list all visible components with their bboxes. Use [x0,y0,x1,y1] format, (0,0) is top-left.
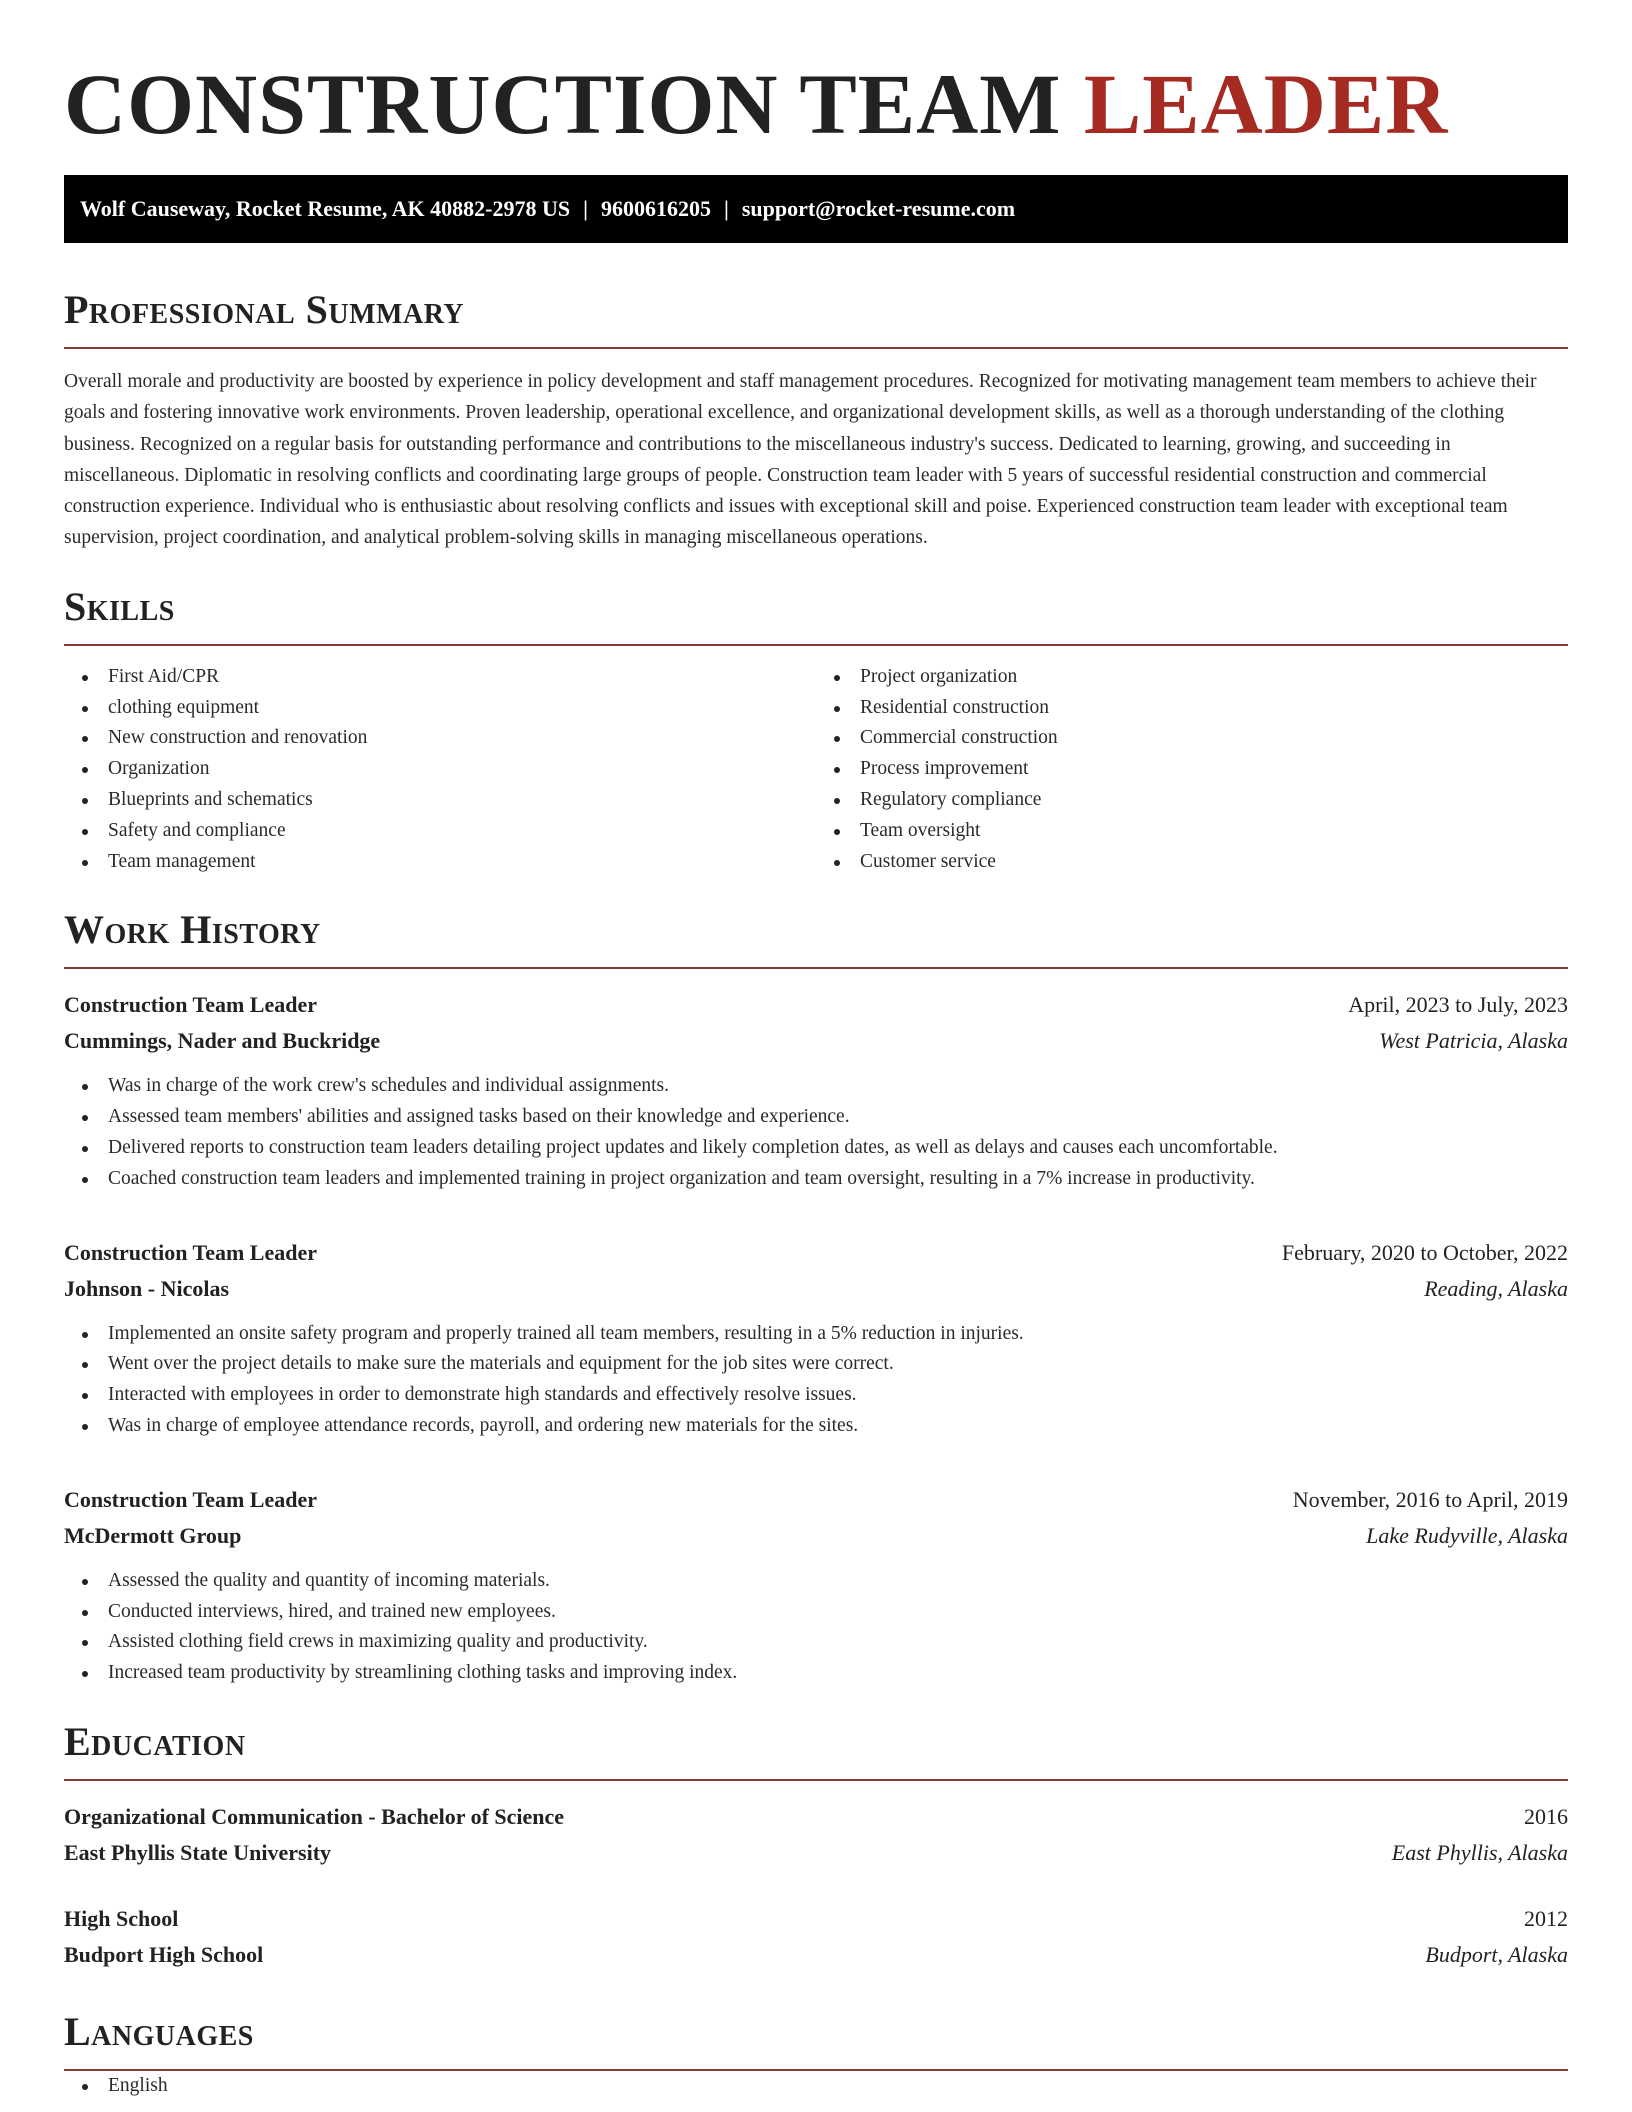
resume-page [64,0,1568,2102]
skills-section [64,584,1568,878]
work-history-heading: Work History [64,907,1568,969]
skill-item: First Aid/CPR [64,662,816,693]
job-bullet: Assisted clothing field crews in maximizing quality and productivity. [64,1627,1568,1658]
job-location: West Patricia, Alaska [1379,1028,1568,1054]
job-bullet: Implemented an onsite safety program and properly trained all team members, resulting in a 5% reduction in injuries. [64,1319,1568,1350]
education-degree: Organizational Communication - Bachelor of Science [64,1803,565,1829]
skill-item: Residential construction [816,693,1568,724]
skill-item: clothing equipment [64,693,816,724]
summary-section [64,287,1568,554]
contact-bar [64,175,1568,243]
job-company: Johnson - Nicolas [64,1275,230,1301]
job-bullet: Was in charge of employee attendance records, payroll, and ordering new materials for the sites. [64,1411,1568,1442]
skills-list [64,662,1568,878]
education-school: Budport High School [64,1941,264,1967]
education-section [64,1719,1568,1973]
title-accent: LEADER [1083,56,1449,152]
education-location: East Phyllis, Alaska [1391,1839,1568,1865]
work-history-section [64,907,1568,1689]
skills-column-left [64,662,816,878]
skills-column-right [816,662,1568,878]
job-dates: November, 2016 to April, 2019 [1292,1486,1568,1512]
job-location: Reading, Alaska [1424,1275,1568,1301]
languages-heading: Languages [64,2009,1568,2071]
skill-item: Team management [64,847,816,878]
job-title: Construction Team Leader [64,1486,317,1512]
education-entry [64,1901,1568,1973]
skill-item: Process improvement [816,754,1568,785]
contact-separator: | [723,196,729,221]
summary-heading: Professional Summary [64,287,1568,349]
skill-item: Safety and compliance [64,816,816,847]
job-bullet: Assessed the quality and quantity of incoming materials. [64,1566,1568,1597]
skill-item: New construction and renovation [64,723,816,754]
job-bullet: Went over the project details to make sure the materials and equipment for the job sites were correct. [64,1349,1568,1380]
languages-list [64,2071,1568,2102]
job-company: Cummings, Nader and Buckridge [64,1028,381,1054]
education-year: 2012 [1524,1905,1568,1931]
job-bullets [64,1071,1568,1194]
education-heading: Education [64,1719,1568,1781]
job-bullet: Delivered reports to construction team leaders detailing project updates and likely completion dates, as well as delays and causes each uncomfortable. [64,1133,1568,1164]
contact-address: Wolf Causeway, Rocket Resume, AK 40882-2978 US [80,196,571,221]
contact-separator: | [583,196,588,221]
job-title: Construction Team Leader [64,992,317,1018]
job-bullet: Interacted with employees in order to demonstrate high standards and effectively resolve issues. [64,1380,1568,1411]
job-bullet: Conducted interviews, hired, and trained new employees. [64,1597,1568,1628]
education-year: 2016 [1524,1803,1568,1829]
job-bullet: Assessed team members' abilities and assigned tasks based on their knowledge and experience. [64,1102,1568,1133]
skill-item: Customer service [816,847,1568,878]
summary-text: Overall morale and productivity are boosted by experience in policy development and staff management procedures. Recognized for motivating management team members to achieve their goals and fostering innovative work environments. Proven leadership, operational excellence, and organizational development skills, as well as a thorough understanding of the clothing business. Recognized on a regular basis for outstanding performance and contributions to the miscellaneous industry's success. Dedicated to learning, growing, and succeeding in miscellaneous. Diplomatic in resolving conflicts and coordinating large groups of people. Construction team leader with 5 years of successful residential construction and commercial construction experience. Individual who is enthusiastic about resolving conflicts and issues with exceptional skill and poise. Experienced construction team leader with exceptional team supervision, project coordination, and analytical problem-solving skills in managing miscellaneous operations. [64,371,1537,549]
job-location: Lake Rudyville, Alaska [1366,1522,1568,1548]
job-dates: April, 2023 to July, 2023 [1348,992,1568,1018]
job-bullets [64,1319,1568,1442]
skill-item: Commercial construction [816,723,1568,754]
skill-item: Regulatory compliance [816,785,1568,816]
resume-title [64,58,1568,150]
contact-phone: 9600616205 [600,196,711,221]
job-dates: February, 2020 to October, 2022 [1281,1239,1568,1265]
education-entry [64,1799,1568,1871]
skill-item: Blueprints and schematics [64,785,816,816]
education-school: East Phyllis State University [64,1839,332,1865]
skills-heading: Skills [64,584,1568,646]
job-company: McDermott Group [64,1522,242,1548]
contact-email[interactable]: support@rocket-resume.com [741,196,1016,221]
job-bullets [64,1566,1568,1689]
title-main: CONSTRUCTION TEAM [64,56,1062,152]
skill-item: Team oversight [816,816,1568,847]
skill-item: Project organization [816,662,1568,693]
language-item: English [64,2071,1568,2102]
education-location: Budport, Alaska [1425,1941,1568,1967]
job-bullet: Was in charge of the work crew's schedules and individual assignments. [64,1071,1568,1102]
job-entry [64,987,1568,1194]
job-entry [64,1235,1568,1442]
skill-item: Organization [64,754,816,785]
languages-section [64,2009,1568,2102]
job-entry [64,1482,1568,1689]
job-bullet: Coached construction team leaders and implemented training in project organization and team oversight, resulting in a 7% increase in productivity. [64,1164,1568,1195]
job-title: Construction Team Leader [64,1239,317,1265]
education-degree: High School [64,1905,179,1931]
job-bullet: Increased team productivity by streamlining clothing tasks and improving index. [64,1658,1568,1689]
